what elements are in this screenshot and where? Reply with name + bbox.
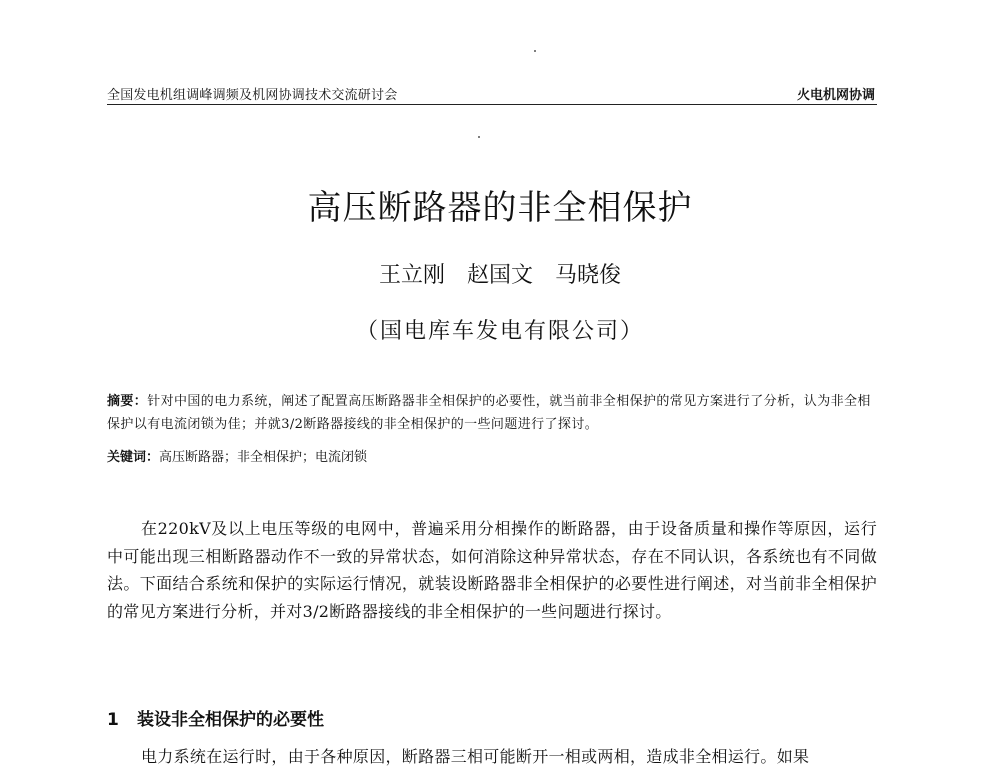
scan-speck (534, 50, 536, 52)
section-heading (107, 705, 324, 730)
abstract-label: 摘要： (107, 394, 148, 409)
section-title: 装设非全相保护的必要性 (137, 710, 324, 730)
keywords-text: 高压断路器；非全相保护；电流闭锁 (159, 450, 368, 465)
conference-name: 全国发电机组调峰调频及机网协调技术交流研讨会 (107, 88, 398, 103)
scan-speck (478, 136, 480, 138)
abstract-text: 针对中国的电力系统，阐述了配置高压断路器非全相保护的必要性，就当前非全相保护的常见方案进行了分析，认为非全相保护以有电流闭锁为佳；并就3/2断路器接线的非全相保护的一些问题进行了探讨。 (107, 394, 871, 432)
intro-paragraph: 在220kV及以上电压等级的电网中，普遍采用分相操作的断路器，由于设备质量和操作等原因，运行中可能出现三相断路器动作不一致的异常状态，如何消除这种异常状态，存在不同认识，各系统也有不同做法。下面结合系统和保护的实际运行情况，就装设断路器非全相保护的必要性进行阐述，对当前非全相保护的常见方案进行分析，并对3/2断路器接线的非全相保护的一些问题进行探讨。 (107, 519, 877, 621)
affiliation: （国电库车发电有限公司） (355, 319, 644, 344)
body-text-line: 电力系统在运行时，由于各种原因，断路器三相可能断开一相或两相，造成非全相运行。如果 (141, 747, 810, 766)
paper-title: 高压断路器的非全相保护 (307, 188, 693, 228)
abstract (107, 390, 877, 436)
section-number: 1 (107, 710, 119, 730)
running-header (107, 82, 877, 105)
keywords-label: 关键词： (107, 450, 160, 465)
keywords (107, 446, 877, 469)
section-tag: 火电机网协调 (796, 88, 875, 103)
author-list: 王立刚 赵国文 马晓俊 (378, 263, 621, 288)
